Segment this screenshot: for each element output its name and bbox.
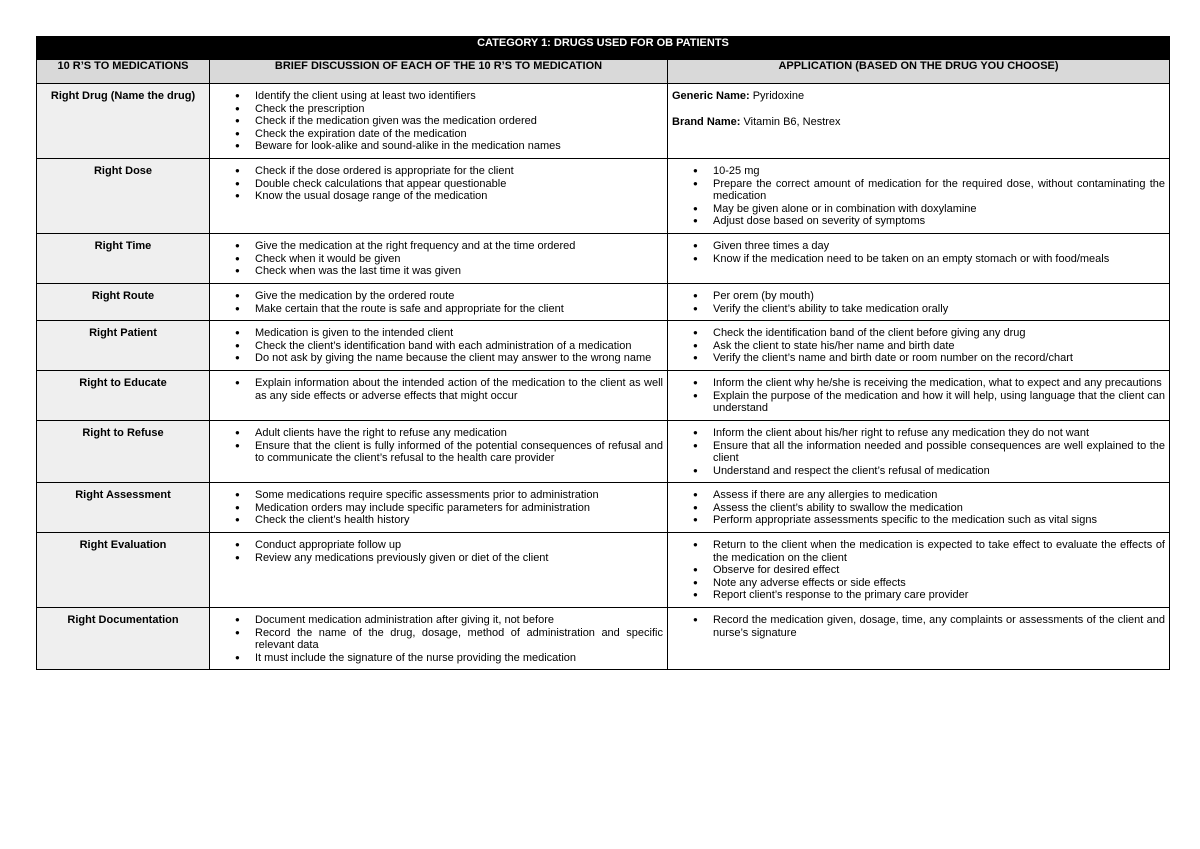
row-label: Right Assessment [37, 483, 210, 533]
list-item: ● Know the usual dosage range of the medication [214, 190, 663, 203]
list-item: ● Observe for desired effect [672, 564, 1165, 577]
list-item: ● 10-25 mg [672, 165, 1165, 178]
list-item: ● Check the prescription [214, 103, 663, 116]
list-item: ● Given three times a day [672, 240, 1165, 253]
row-label: Right Drug (Name the drug) [37, 84, 210, 159]
list-item: ● Make certain that the route is safe and appropriate for the client [214, 303, 663, 316]
brand-name-line [672, 116, 1165, 129]
discussion-cell [210, 159, 668, 234]
list-item: ● Check the client’s identification band with each administration of a medication [214, 340, 663, 353]
list-item: ● May be given alone or in combination with doxylamine [672, 203, 1165, 216]
list-item: ● Give the medication at the right frequency and at the time ordered [214, 240, 663, 253]
application-list [672, 240, 1165, 265]
medication-rights-table [36, 36, 1170, 670]
discussion-list [214, 377, 663, 402]
table-row [37, 321, 1170, 371]
list-item: ● Adjust dose based on severity of symptoms [672, 215, 1165, 228]
title-row [37, 37, 1170, 60]
application-cell [668, 533, 1170, 608]
list-item: ● Understand and respect the client’s refusal of medication [672, 465, 1165, 478]
list-item: ● Give the medication by the ordered route [214, 290, 663, 303]
list-item: ● Perform appropriate assessments specific to the medication such as vital signs [672, 514, 1165, 527]
list-item: ● Record the medication given, dosage, time, any complaints or assessments of the client and nurse’s signature [672, 614, 1165, 639]
table-row [37, 284, 1170, 321]
application-cell [668, 84, 1170, 159]
table-body [37, 84, 1170, 670]
brand-name-label: Brand Name: [672, 115, 741, 128]
brand-name-value: Vitamin B6, Nestrex [743, 115, 841, 128]
list-item: ● Review any medications previously given or diet of the client [214, 552, 663, 565]
list-item: ● Identify the client using at least two identifiers [214, 90, 663, 103]
row-label: Right Evaluation [37, 533, 210, 608]
list-item: ● Check the identification band of the client before giving any drug [672, 327, 1165, 340]
list-item: ● Adult clients have the right to refuse any medication [214, 427, 663, 440]
table-row [37, 84, 1170, 159]
list-item: ● Inform the client about his/her right to refuse any medication they do not want [672, 427, 1165, 440]
row-label: Right Patient [37, 321, 210, 371]
table-row [37, 533, 1170, 608]
application-list [672, 427, 1165, 477]
discussion-cell [210, 421, 668, 483]
discussion-list [214, 290, 663, 315]
application-cell [668, 421, 1170, 483]
list-item: ● Prepare the correct amount of medication for the required dose, without contaminating the medication [672, 178, 1165, 203]
list-item: ● Record the name of the drug, dosage, method of administration and specific relevant data [214, 627, 663, 652]
list-item: ● Double check calculations that appear questionable [214, 178, 663, 191]
discussion-cell [210, 284, 668, 321]
list-item: ● Note any adverse effects or side effects [672, 577, 1165, 590]
row-label: Right to Refuse [37, 421, 210, 483]
table-title: CATEGORY 1: DRUGS USED FOR OB PATIENTS [37, 37, 1170, 60]
generic-name-label: Generic Name: [672, 90, 750, 102]
application-list [672, 165, 1165, 228]
table-row [37, 421, 1170, 483]
discussion-list [214, 489, 663, 527]
discussion-list [214, 165, 663, 203]
column-header-application: APPLICATION (BASED ON THE DRUG YOU CHOOSE) [668, 60, 1170, 84]
application-list [672, 377, 1165, 415]
list-item: ● Assess the client’s ability to swallow the medication [672, 502, 1165, 515]
list-item: ● Ensure that the client is fully informed of the potential consequences of refusal and to communicate the client’s refusal to the health care provider [214, 440, 663, 465]
discussion-list [214, 539, 663, 564]
list-item: ● Explain the purpose of the medication and how it will help, using language that the client can understand [672, 390, 1165, 415]
application-cell [668, 234, 1170, 284]
row-label: Right Dose [37, 159, 210, 234]
table-row [37, 159, 1170, 234]
list-item: ● Check the expiration date of the medication [214, 128, 663, 141]
list-item: ● Check when it would be given [214, 253, 663, 266]
list-item: ● Return to the client when the medication is expected to take effect to evaluate the effects of the medication on the client [672, 539, 1165, 564]
list-item: ● Check if the dose ordered is appropriate for the client [214, 165, 663, 178]
generic-name-line [672, 90, 1165, 103]
table-row [37, 608, 1170, 670]
list-item: ● Verify the client’s ability to take medication orally [672, 303, 1165, 316]
list-item: ● Ensure that all the information needed and possible consequences are well explained to the client [672, 440, 1165, 465]
discussion-cell [210, 371, 668, 421]
row-label: Right to Educate [37, 371, 210, 421]
application-cell [668, 159, 1170, 234]
discussion-cell [210, 483, 668, 533]
table-row [37, 371, 1170, 421]
application-list [672, 489, 1165, 527]
application-list [672, 327, 1165, 365]
list-item: ● Verify the client’s name and birth date or room number on the record/chart [672, 352, 1165, 365]
discussion-list [214, 614, 663, 664]
discussion-list [214, 427, 663, 465]
list-item: ● Check if the medication given was the medication ordered [214, 115, 663, 128]
application-cell [668, 284, 1170, 321]
discussion-cell [210, 533, 668, 608]
list-item: ● Per orem (by mouth) [672, 290, 1165, 303]
header-row [37, 60, 1170, 84]
application-list [672, 290, 1165, 315]
application-cell [668, 608, 1170, 670]
list-item: ● Conduct appropriate follow up [214, 539, 663, 552]
list-item: ● Check the client’s health history [214, 514, 663, 527]
table-row [37, 483, 1170, 533]
list-item: ● It must include the signature of the nurse providing the medication [214, 652, 663, 665]
application-cell [668, 483, 1170, 533]
list-item: ● Do not ask by giving the name because the client may answer to the wrong name [214, 352, 663, 365]
application-list [672, 614, 1165, 639]
list-item: ● Know if the medication need to be taken on an empty stomach or with food/meals [672, 253, 1165, 266]
discussion-cell [210, 84, 668, 159]
list-item: ● Ask the client to state his/her name and birth date [672, 340, 1165, 353]
list-item: ● Inform the client why he/she is receiving the medication, what to expect and any precautions [672, 377, 1165, 390]
row-label: Right Route [37, 284, 210, 321]
list-item: ● Beware for look-alike and sound-alike in the medication names [214, 140, 663, 153]
application-cell [668, 371, 1170, 421]
list-item: ● Document medication administration after giving it, not before [214, 614, 663, 627]
discussion-list [214, 240, 663, 278]
list-item: ● Medication is given to the intended client [214, 327, 663, 340]
row-label: Right Documentation [37, 608, 210, 670]
list-item: ● Check when was the last time it was given [214, 265, 663, 278]
list-item: ● Explain information about the intended action of the medication to the client as well as any side effects or adverse effects that might occur [214, 377, 663, 402]
table-row [37, 234, 1170, 284]
row-label: Right Time [37, 234, 210, 284]
list-item: ● Some medications require specific assessments prior to administration [214, 489, 663, 502]
generic-name-value: Pyridoxine [752, 90, 805, 102]
discussion-cell [210, 321, 668, 371]
discussion-list [214, 90, 663, 153]
application-list [672, 539, 1165, 602]
column-header-rights: 10 R’S TO MEDICATIONS [37, 60, 210, 84]
column-header-discussion: BRIEF DISCUSSION OF EACH OF THE 10 R’S TO MEDICATION [210, 60, 668, 84]
application-cell [668, 321, 1170, 371]
discussion-cell [210, 608, 668, 670]
discussion-list [214, 327, 663, 365]
discussion-cell [210, 234, 668, 284]
list-item: ● Medication orders may include specific parameters for administration [214, 502, 663, 515]
list-item: ● Report client’s response to the primary care provider [672, 589, 1165, 602]
list-item: ● Assess if there are any allergies to medication [672, 489, 1165, 502]
